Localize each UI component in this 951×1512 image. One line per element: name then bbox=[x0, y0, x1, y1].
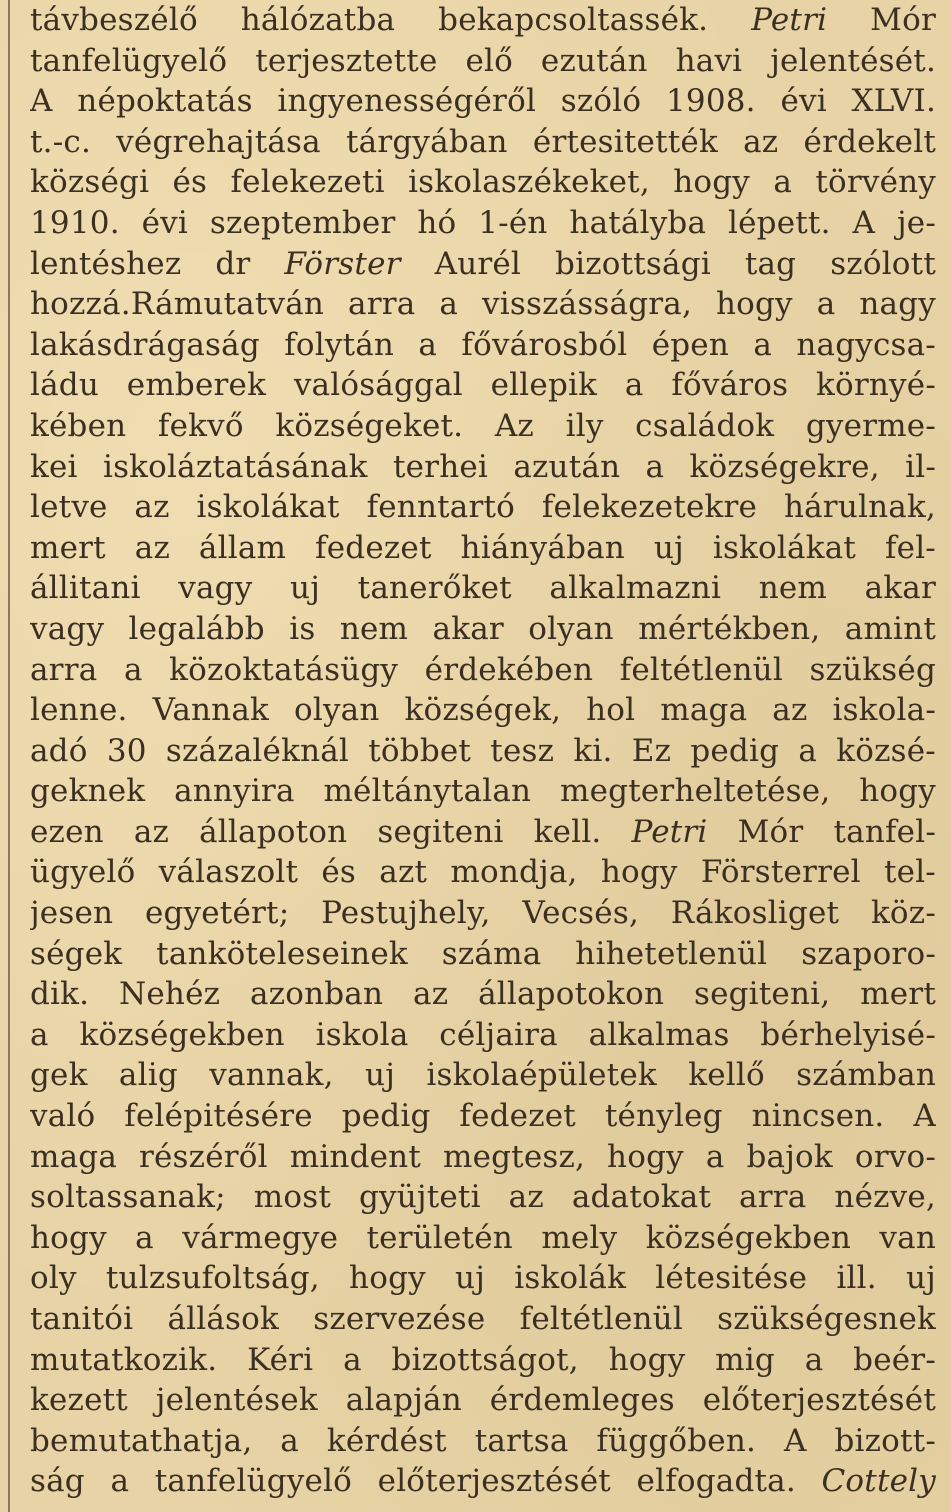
text-run: hogy a vármegye területén mely községekben van bbox=[30, 1219, 936, 1256]
text-line bbox=[30, 650, 936, 691]
text-run: Aurél bizottsági tag szólott bbox=[400, 245, 936, 282]
text-line bbox=[30, 325, 936, 366]
text-line bbox=[30, 974, 936, 1015]
text-line bbox=[30, 203, 936, 244]
text-run: vagy legalább is nem akar olyan mértékben, amint bbox=[30, 610, 936, 647]
text-run: geknek annyira méltánytalan megterheltetése, hogy bbox=[30, 773, 936, 810]
text-line bbox=[30, 609, 936, 650]
text-run: távbeszélő hálózatba bekapcsoltassék. bbox=[30, 2, 752, 38]
text-run: hozzá.Rámutatván arra a visszásságra, hogy a nagy bbox=[30, 286, 936, 323]
text-run: arra a közoktatásügy érdekében feltétlenül szükség bbox=[30, 651, 936, 688]
text-line bbox=[30, 568, 936, 609]
column-divider-rule bbox=[8, 0, 10, 1512]
text-run: Mór tanfel- bbox=[707, 813, 936, 850]
text-line bbox=[30, 487, 936, 528]
text-run: oly tulzsufoltság, hogy uj iskolák létesitése ill. uj bbox=[30, 1260, 936, 1297]
text-run: a községekben iskola céljaira alkalmas bérhelyisé- bbox=[30, 1016, 936, 1053]
text-line bbox=[30, 852, 936, 893]
text-line bbox=[30, 1421, 936, 1462]
text-run: kei iskoláztatásának terhei azután a községekre, il- bbox=[30, 448, 936, 485]
text-run: ezen az állapoton segiteni kell. bbox=[30, 813, 632, 850]
text-line bbox=[30, 812, 936, 853]
text-line bbox=[30, 1218, 936, 1259]
text-line bbox=[30, 1461, 936, 1502]
text-line bbox=[30, 731, 936, 772]
text-line bbox=[30, 934, 936, 975]
text-run: lentéshez dr bbox=[30, 245, 285, 282]
text-run: tanfelügyelő terjesztette elő ezután havi jelentését. bbox=[30, 42, 936, 79]
text-line bbox=[30, 41, 936, 82]
text-run: községi és felekezeti iskolaszékeket, hogy a törvény bbox=[30, 164, 936, 201]
text-run: ügyelő válaszolt és azt mondja, hogy Försterrel tel- bbox=[30, 854, 936, 891]
text-line bbox=[30, 893, 936, 934]
text-run: A népoktatás ingyenességéről szóló 1908. évi XLVI. bbox=[30, 83, 936, 120]
text-line bbox=[30, 406, 936, 447]
text-run: tanitói állások szervezése feltétlenül szükségesnek bbox=[30, 1301, 936, 1337]
text-run: ság a tanfelügyelő előterjesztését elfogadta. bbox=[30, 1463, 822, 1500]
text-run: letve az iskolákat fenntartó felekezetekre hárulnak, bbox=[30, 489, 936, 526]
text-line bbox=[30, 122, 936, 163]
text-run: t.-c. végrehajtása tárgyában értesitették az érdekelt bbox=[30, 123, 936, 160]
text-line bbox=[30, 162, 936, 203]
text-run: mutatkozik. Kéri a bizottságot, hogy mig a beér- bbox=[30, 1341, 936, 1378]
italic-name-text: Petri bbox=[631, 813, 708, 850]
text-line bbox=[30, 365, 936, 406]
text-run: dik. Nehéz azonban az állapotokon segiteni, mert bbox=[30, 976, 936, 1013]
text-line bbox=[30, 1015, 936, 1056]
text-line bbox=[30, 1096, 936, 1137]
text-line bbox=[30, 244, 936, 285]
text-line bbox=[30, 1340, 936, 1381]
text-run: ládu emberek valósággal ellepik a főváros környé- bbox=[30, 367, 936, 404]
text-run: jesen egyetért; Pestujhely, Vecsés, Rákosliget köz- bbox=[30, 895, 936, 932]
text-line bbox=[30, 1137, 936, 1178]
text-run: kezett jelentések alapján érdemleges előterjesztését bbox=[30, 1382, 936, 1419]
text-run: mert az állam fedezet hiányában uj iskolákat fel- bbox=[30, 529, 936, 566]
text-line bbox=[30, 771, 936, 812]
article-text-column bbox=[30, 0, 936, 1502]
text-line bbox=[30, 690, 936, 731]
text-line bbox=[30, 0, 936, 41]
text-line bbox=[30, 1380, 936, 1421]
text-run: adó 30 százaléknál többet tesz ki. Ez pedig a közsé- bbox=[30, 732, 936, 769]
text-line bbox=[30, 528, 936, 569]
text-run: bemutathatja, a kérdést tartsa függőben. A bizott- bbox=[30, 1422, 936, 1459]
text-line bbox=[30, 1055, 936, 1096]
text-run: ségek tanköteleseinek száma hihetetlenül szaporo- bbox=[30, 935, 936, 972]
text-line bbox=[30, 1258, 936, 1299]
text-line bbox=[30, 1299, 936, 1340]
text-run: lakásdrágaság folytán a fővárosból épen a nagycsa- bbox=[30, 326, 936, 363]
text-run: maga részéről mindent megtesz, hogy a bajok orvo- bbox=[30, 1138, 936, 1175]
text-run: gek alig vannak, uj iskolaépületek kellő számban bbox=[30, 1057, 936, 1094]
text-run: való felépitésére pedig fedezet tényleg nincsen. A bbox=[30, 1098, 936, 1135]
text-run: lenne. Vannak olyan községek, hol maga az iskola- bbox=[30, 692, 936, 729]
text-line bbox=[30, 284, 936, 325]
text-line bbox=[30, 81, 936, 122]
text-line bbox=[30, 1177, 936, 1218]
italic-name-text: Petri bbox=[751, 2, 828, 38]
text-run: Mór bbox=[827, 2, 936, 38]
text-run: 1910. évi szeptember hó 1-én hatályba lépett. A je- bbox=[30, 204, 936, 241]
italic-name-text: Förster bbox=[284, 245, 401, 282]
italic-name-text: Cottely bbox=[821, 1463, 936, 1500]
text-run: soltassanak; most gyüjteti az adatokat arra nézve, bbox=[30, 1179, 936, 1216]
text-run: kében fekvő községeket. Az ily családok gyerme- bbox=[30, 407, 936, 444]
text-run: állitani vagy uj tanerőket alkalmazni nem akar bbox=[30, 570, 936, 607]
text-line bbox=[30, 447, 936, 488]
